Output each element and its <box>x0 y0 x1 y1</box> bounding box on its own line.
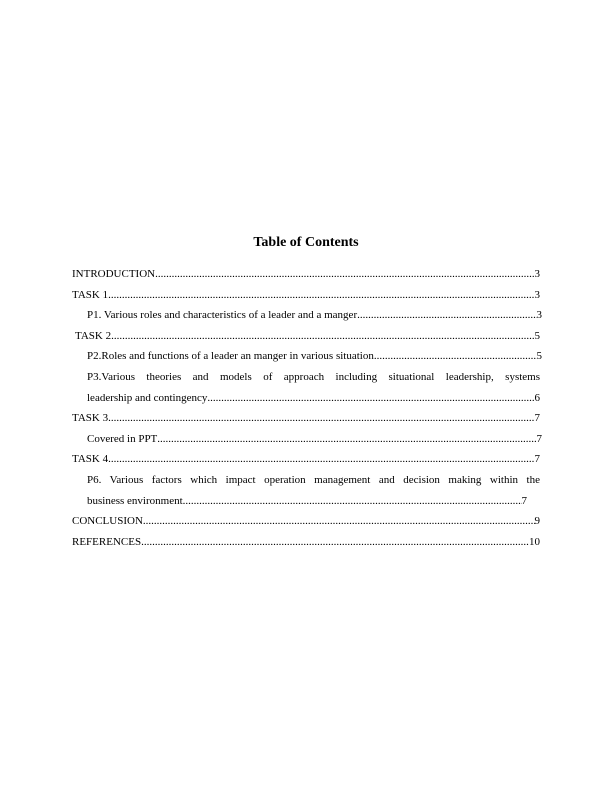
toc-entry-page: 3 <box>536 309 542 322</box>
toc-entry-label: INTRODUCTION <box>72 268 156 280</box>
toc-entry-introduction[interactable] <box>72 264 540 285</box>
toc-dot-leader <box>141 532 529 553</box>
toc-entry-label-line2: business environment <box>87 494 183 507</box>
toc-entry-label: TASK 4 <box>72 453 109 466</box>
toc-entry-p3[interactable] <box>72 367 540 408</box>
toc-entry-label: P2.Roles and functions of a leader an manger in various situation <box>87 350 374 363</box>
toc-dot-leader <box>157 429 536 450</box>
toc-entry-page: 7 <box>534 453 540 466</box>
toc-entry-conclusion[interactable] <box>72 511 540 532</box>
toc-entry-page: 6 <box>534 391 540 404</box>
toc-dot-leader <box>108 285 534 306</box>
toc-entry-page: 3 <box>534 268 540 280</box>
toc-entry-p6[interactable] <box>72 470 540 511</box>
toc-dot-leader <box>183 491 522 512</box>
toc-entry-label: Covered in PPT <box>87 432 158 445</box>
toc-entry-label: TASK 1 <box>72 288 109 301</box>
toc-entry-p2[interactable] <box>72 346 542 367</box>
toc-dot-leader <box>207 388 534 409</box>
toc-title: Table of Contents <box>253 235 359 250</box>
toc-entry-page: 7 <box>536 432 542 445</box>
toc-entry-label-line1: P6. Various factors which impact operation management and decision making within the <box>87 473 540 486</box>
toc-dot-leader <box>374 346 537 367</box>
toc-entry-covered-in-ppt[interactable] <box>72 429 542 450</box>
toc-entry-page: 3 <box>534 288 540 301</box>
toc-entry-page: 5 <box>534 329 540 342</box>
toc-entry-label: TASK 3 <box>72 412 109 425</box>
toc-entry-task-1[interactable] <box>72 285 540 306</box>
toc-dot-leader <box>143 511 535 532</box>
toc-dot-leader <box>111 326 534 347</box>
toc-entry-task-2[interactable] <box>72 326 540 347</box>
toc-entry-p1[interactable] <box>72 305 542 326</box>
toc-entry-task-4[interactable] <box>72 449 540 470</box>
toc-dot-leader <box>108 408 534 429</box>
toc-entry-page: 10 <box>529 535 540 548</box>
table-of-contents <box>72 264 540 552</box>
toc-entry-label: CONCLUSION <box>72 515 143 528</box>
toc-dot-leader <box>108 449 534 470</box>
toc-dot-leader <box>155 264 534 285</box>
toc-entry-page: 5 <box>536 350 542 363</box>
toc-entry-label-line2: leadership and contingency <box>87 391 208 404</box>
toc-entry-label-line1: P3.Various theories and models of approach including situational leadership, systems <box>87 370 540 383</box>
toc-entry-page: 9 <box>534 515 540 528</box>
toc-entry-page: 7 <box>534 412 540 425</box>
toc-entry-page: 7 <box>521 494 527 507</box>
toc-entry-references[interactable] <box>72 532 540 553</box>
toc-entry-label: TASK 2 <box>75 329 112 342</box>
toc-entry-label: P1. Various roles and characteristics of a leader and a manger <box>87 309 358 322</box>
toc-entry-task-3[interactable] <box>72 408 540 429</box>
toc-dot-leader <box>357 305 536 326</box>
toc-entry-label: REFERENCES <box>72 535 142 548</box>
